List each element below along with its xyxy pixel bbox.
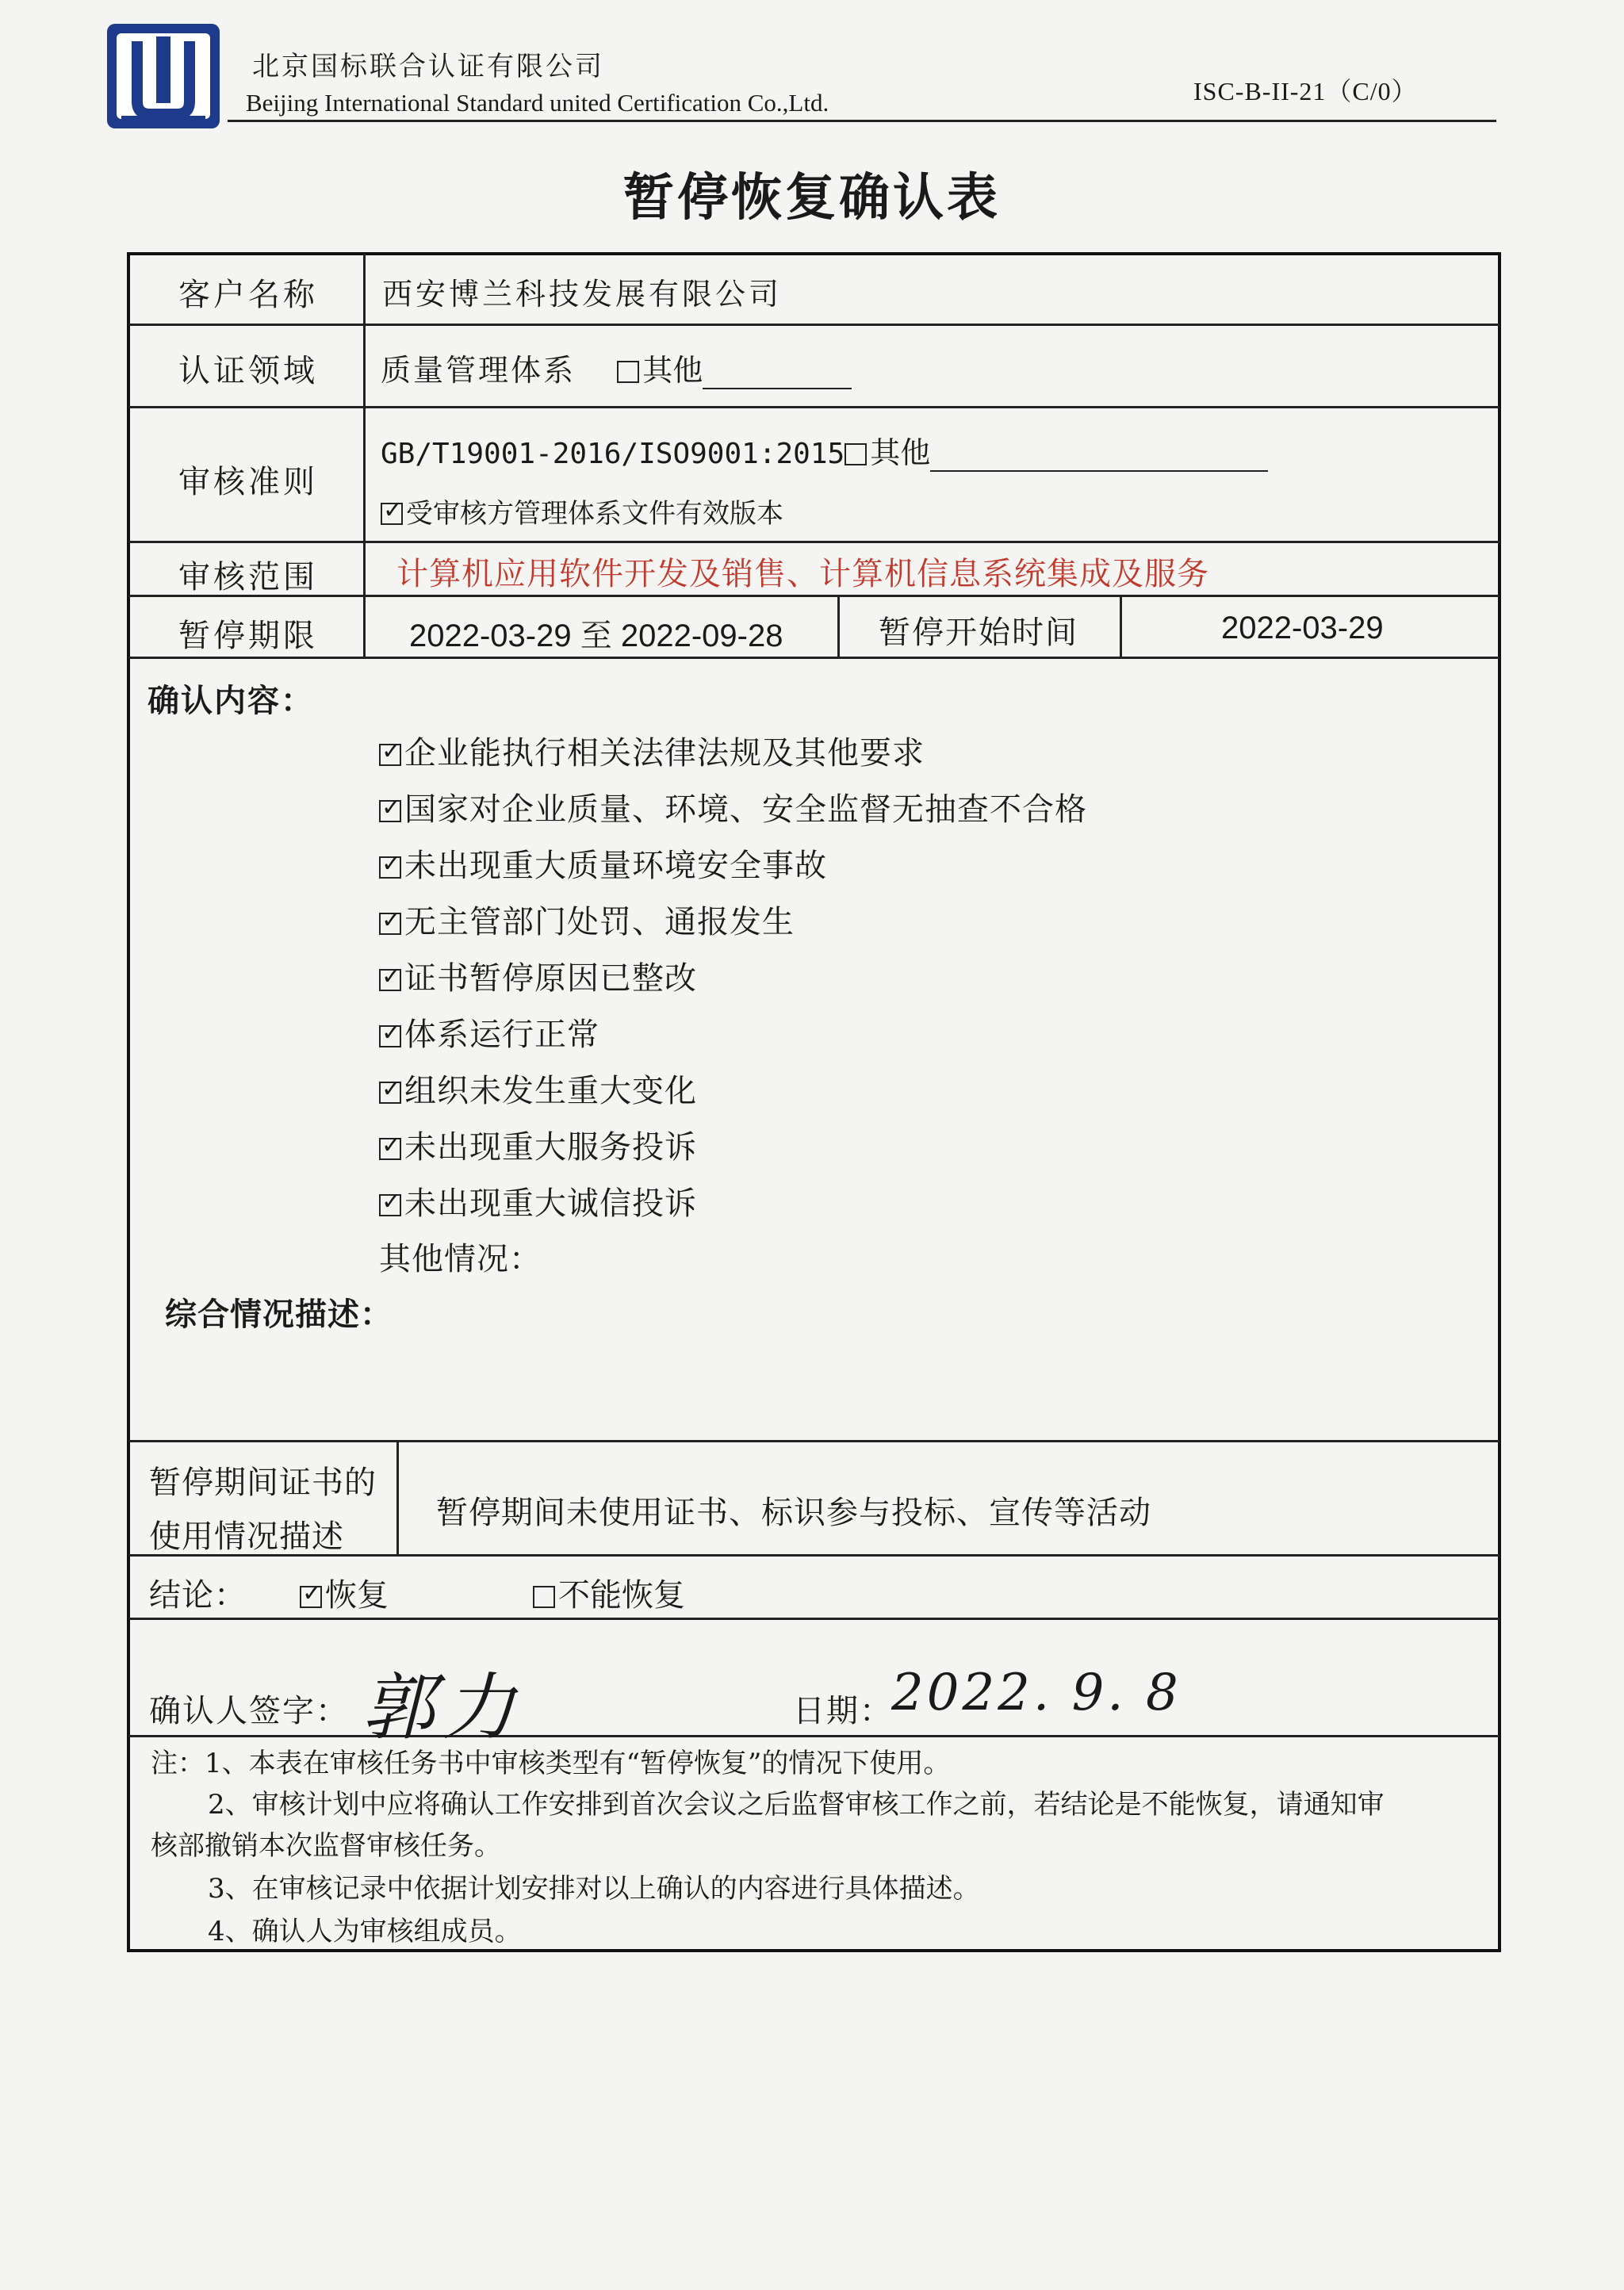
restore-option (300, 1570, 389, 1615)
restore-checkbox[interactable] (300, 1586, 322, 1608)
not-restore-label: 不能恢复 (558, 1577, 685, 1614)
note-line-4: 4、确认人为审核组成员。 (208, 1916, 522, 1947)
domain-other-blank[interactable] (703, 361, 852, 389)
confirm-item-checkbox[interactable] (379, 1082, 401, 1104)
signer-signature: 郭力 (362, 1665, 524, 1750)
confirm-item: ✓未出现重大诚信投诉 (379, 1178, 697, 1224)
criteria-docs-label: 受审核方管理体系文件有效版本 (406, 498, 783, 530)
cert-usage-label-line1: 暂停期间证书的 (149, 1465, 377, 1501)
suspension-start-value: 2022-03-29 (1221, 611, 1384, 645)
summary-label: 综合情况描述： (165, 1296, 393, 1333)
confirm-item: ✓无主管部门处罚、通报发生 (379, 897, 795, 942)
criteria-other-checkbox[interactable] (845, 443, 867, 465)
confirm-item-checkbox[interactable] (379, 1138, 401, 1160)
signer-label: 确认人签字： (149, 1693, 349, 1729)
confirm-item: ✓证书暂停原因已整改 (379, 953, 697, 998)
not-restore-checkbox[interactable] (533, 1586, 555, 1608)
note-line-3: 3、在审核记录中依据计划安排对以上确认的内容进行具体描述。 (208, 1873, 980, 1905)
confirm-item-checkbox[interactable] (379, 913, 401, 935)
criteria-other-blank[interactable] (930, 443, 1268, 472)
confirm-item: ✓未出现重大质量环境安全事故 (379, 841, 827, 886)
confirm-item: ✓未出现重大服务投诉 (379, 1122, 697, 1167)
confirm-item-checkbox[interactable] (379, 744, 401, 766)
confirm-item: ✓企业能执行相关法律法规及其他要求 (379, 728, 925, 773)
note-line-2b: 核部撤销本次监督审核任务。 (151, 1830, 501, 1862)
page-title: 暂停恢复确认表 (623, 168, 1001, 228)
confirm-item: ✓组织未发生重大变化 (379, 1066, 697, 1111)
company-name-en: Beijing International Standard united Certification Co.,Ltd. (246, 89, 829, 117)
company-name-cn: 北京国标联合认证有限公司 (252, 51, 604, 82)
criteria-docs-checkbox[interactable] (381, 503, 403, 525)
bisc-logo-icon (105, 22, 221, 130)
audit-criteria-row (381, 428, 1268, 472)
other-situation-label: 其他情况： (379, 1241, 542, 1277)
confirm-item-checkbox[interactable] (379, 969, 401, 991)
criteria-other-label: 其他 (870, 435, 931, 470)
note-line-2a: 2、审核计划中应将确认工作安排到首次会议之后监督审核工作之前，若结论是不能恢复，请通知审 (208, 1789, 1385, 1821)
not-restore-option (533, 1570, 685, 1615)
header-divider (228, 120, 1496, 122)
date-label: 日期： (793, 1693, 893, 1729)
audit-scope-value: 计算机应用软件开发及销售、计算机信息系统集成及服务 (396, 556, 1209, 592)
cert-usage-value: 暂停期间未使用证书、标识参与投标、宣传等活动 (436, 1495, 1151, 1531)
criteria-docs-row (381, 492, 783, 530)
confirm-item-checkbox[interactable] (379, 856, 401, 879)
confirm-item: ✓国家对企业质量、环境、安全监督无抽查不合格 (379, 784, 1087, 829)
client-name-label: 客户名称 (178, 277, 318, 313)
audit-scope-label: 审核范围 (178, 559, 318, 595)
restore-label: 恢复 (325, 1577, 389, 1614)
confirm-content-label: 确认内容： (147, 682, 314, 719)
audit-criteria-value: GB/T19001-2016/ISO9001:2015 (381, 438, 845, 470)
date-value: 2022. 9. 8 (891, 1664, 1182, 1722)
cert-domain-row (381, 346, 852, 389)
suspension-period-value: 2022-03-29 至 2022-09-28 (409, 618, 783, 653)
note-line-1: 注：1、本表在审核任务书中审核类型有“暂停恢复”的情况下使用。 (151, 1748, 951, 1779)
conclusion-label: 结论： (149, 1577, 247, 1614)
domain-other-label: 其他 (642, 353, 703, 388)
cert-domain-label: 认证领域 (178, 353, 318, 389)
confirm-item-checkbox[interactable] (379, 1194, 401, 1216)
suspension-start-label: 暂停开始时间 (879, 615, 1078, 651)
document-code: ISC-B-II-21（C/0） (1193, 77, 1418, 105)
confirm-item-checkbox[interactable] (379, 1025, 401, 1047)
client-name-value: 西安博兰科技发展有限公司 (382, 277, 783, 312)
suspension-period-label: 暂停期限 (178, 618, 318, 654)
cert-domain-value: 质量管理体系 (381, 353, 576, 388)
domain-other-checkbox[interactable] (617, 361, 639, 383)
confirm-item: ✓体系运行正常 (379, 1009, 599, 1055)
cert-usage-label-line2: 使用情况描述 (149, 1518, 344, 1555)
audit-criteria-label: 审核准则 (178, 464, 318, 500)
confirm-item-checkbox[interactable] (379, 800, 401, 822)
